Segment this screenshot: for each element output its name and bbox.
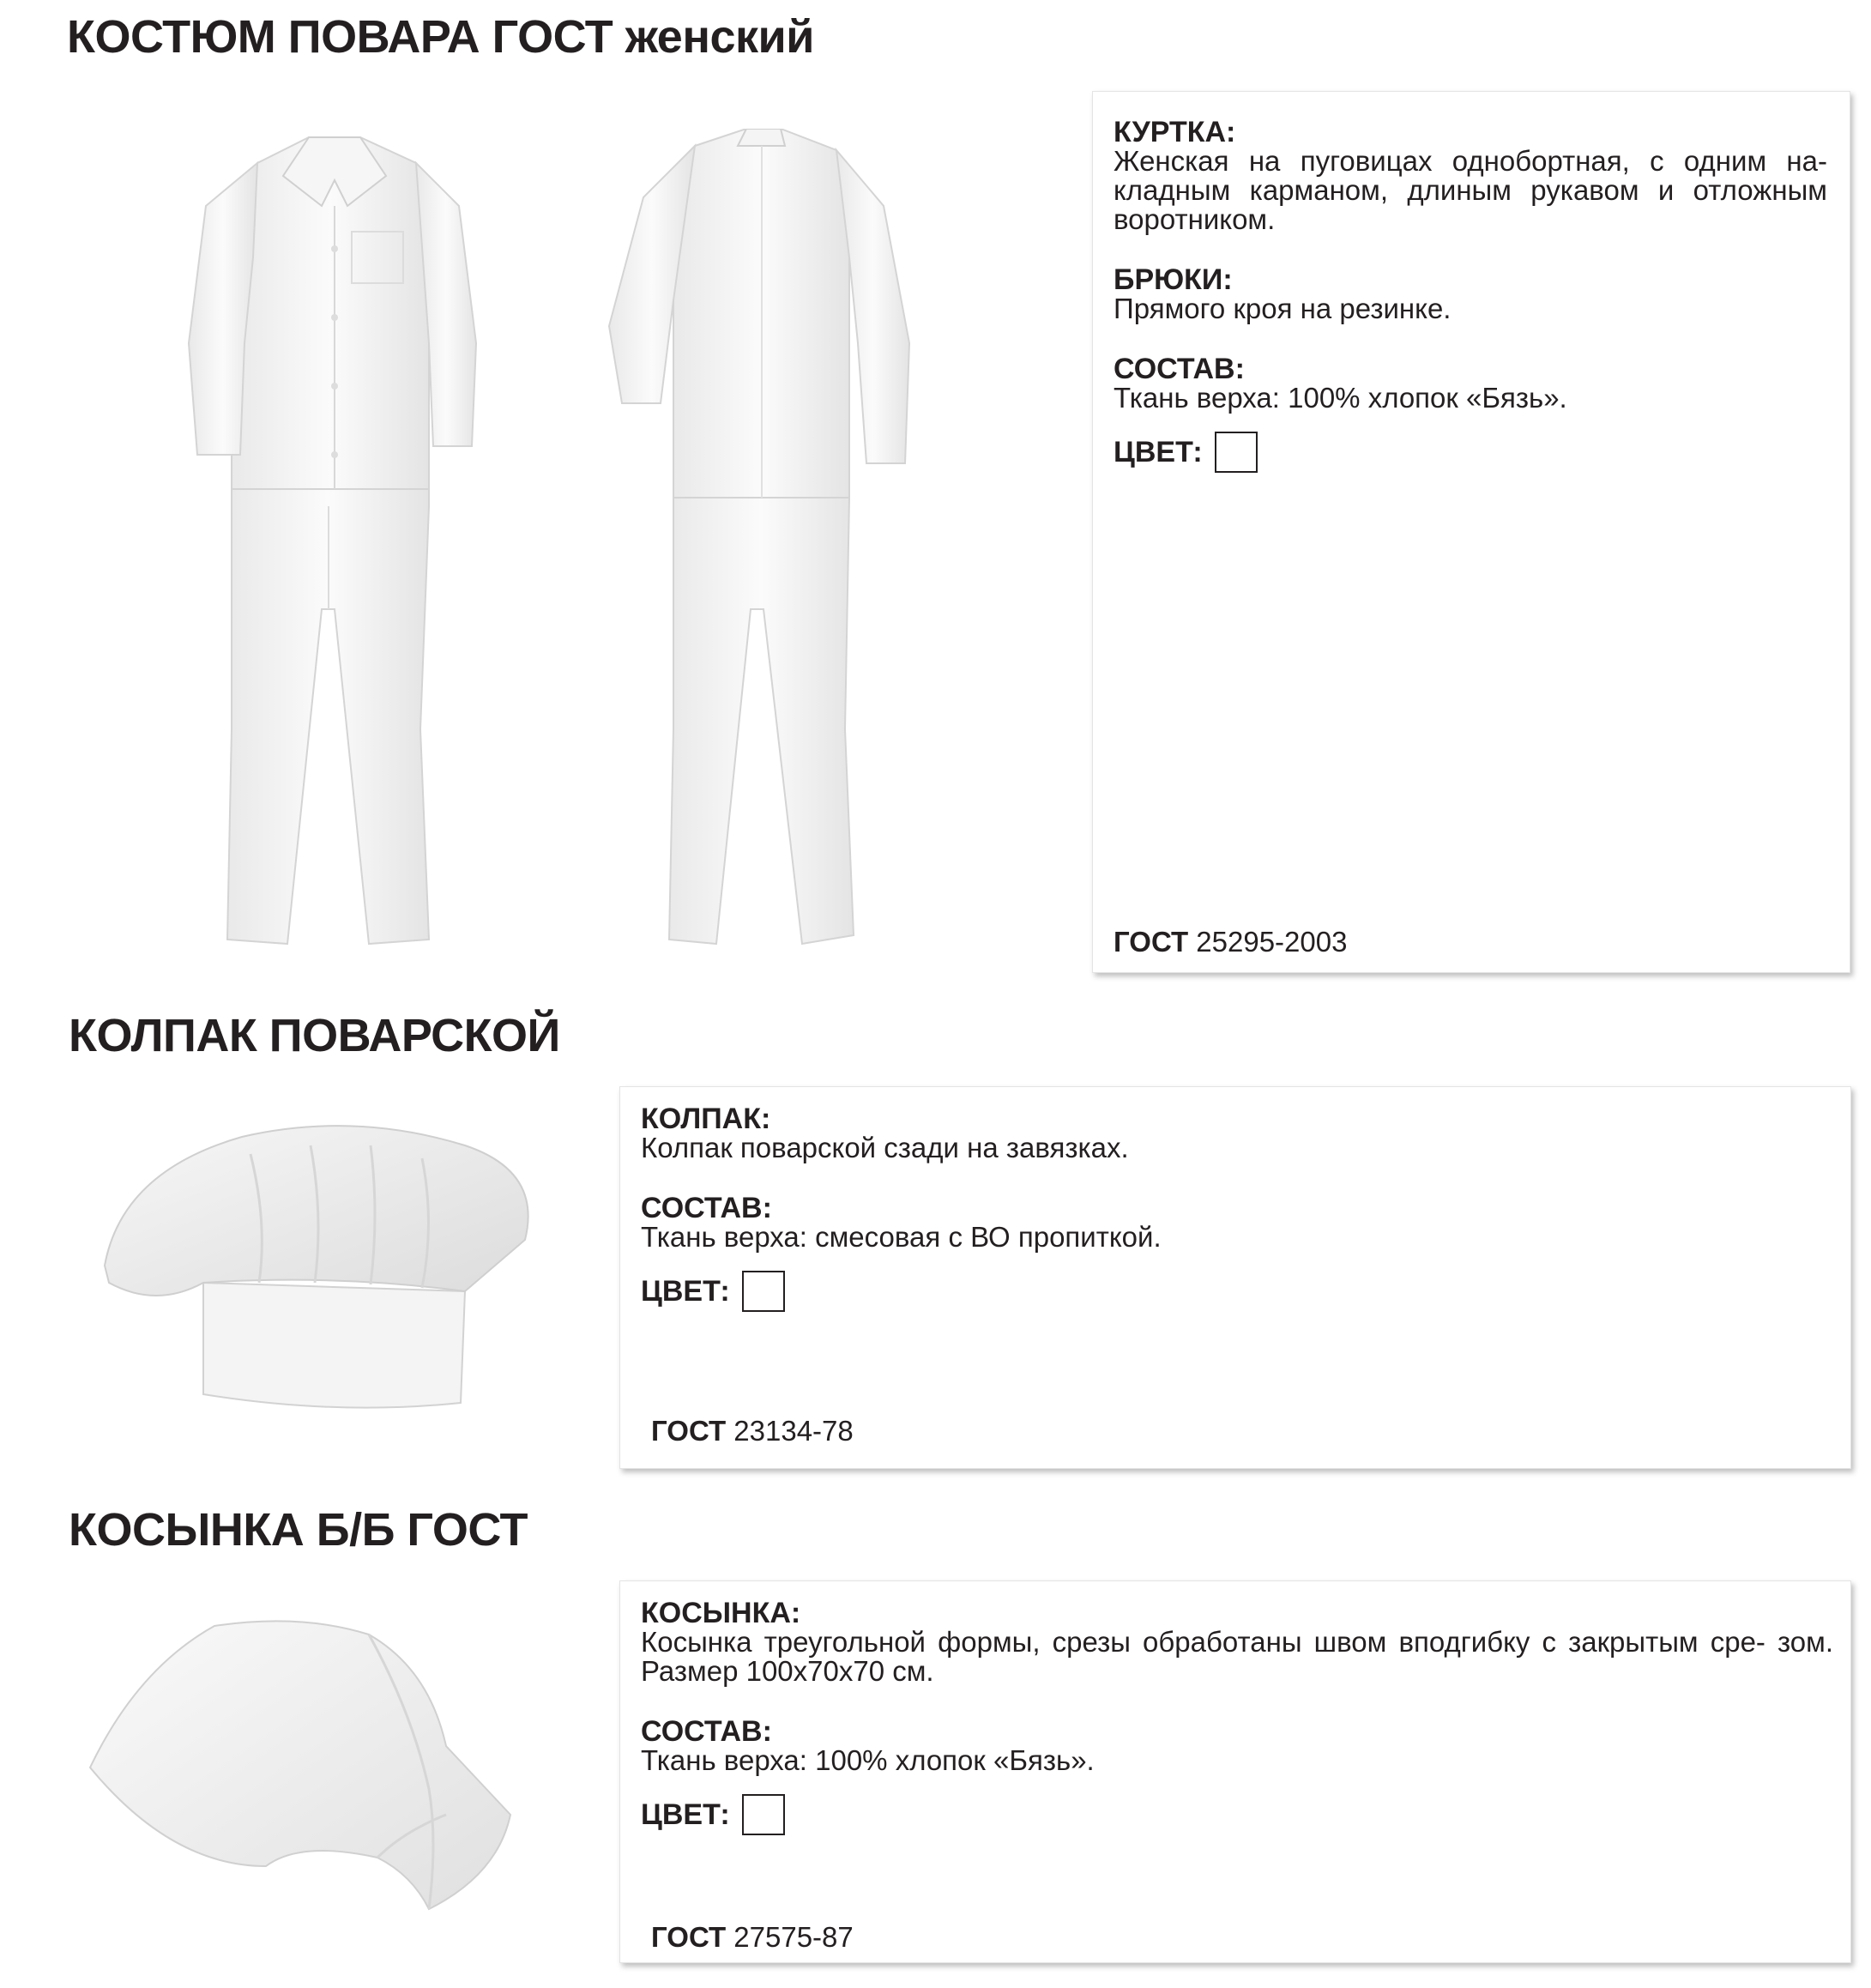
suit-info-card bbox=[1092, 91, 1850, 973]
gost-number: 25295-2003 bbox=[1196, 926, 1348, 958]
kerchief-info-card bbox=[619, 1580, 1851, 1963]
gost-number: 23134-78 bbox=[733, 1415, 854, 1447]
color-label: ЦВЕТ: bbox=[641, 1798, 730, 1831]
gost-label: ГОСТ bbox=[651, 1415, 727, 1447]
gost-reference bbox=[651, 1923, 854, 1952]
gost-label: ГОСТ bbox=[1114, 926, 1189, 958]
trousers-label: БРЮКИ: bbox=[1114, 263, 1233, 296]
color-swatch bbox=[742, 1794, 785, 1835]
composition-text: Ткань верха: смесовая с ВО пропиткой. bbox=[641, 1221, 1162, 1253]
section-title-suffix: женский bbox=[625, 11, 814, 63]
kerchief-label: КОСЫНКА: bbox=[641, 1597, 801, 1629]
gost-reference bbox=[651, 1417, 854, 1446]
composition-text: Ткань верха: 100% хлопок «Бязь». bbox=[641, 1744, 1095, 1776]
color-row bbox=[641, 1794, 1825, 1835]
suit-front-image bbox=[172, 129, 498, 952]
section-title-main: КОЛПАК ПОВАРСКОЙ bbox=[69, 1010, 560, 1061]
kerchief-text: Косынка треугольной формы, срезы обработаны швом вподгибку с закрытым сре- зом. Размер 100х70х70 см. bbox=[641, 1626, 1833, 1687]
gost-label: ГОСТ bbox=[651, 1921, 727, 1953]
color-label: ЦВЕТ: bbox=[641, 1275, 730, 1308]
jacket-label: КУРТКА: bbox=[1114, 116, 1236, 148]
chef-hat-image bbox=[96, 1120, 542, 1416]
color-label: ЦВЕТ: bbox=[1114, 436, 1203, 468]
trousers-text: Прямого кроя на резинке. bbox=[1114, 293, 1452, 324]
color-row bbox=[1114, 432, 1827, 473]
hat-info-card bbox=[619, 1086, 1851, 1469]
color-swatch bbox=[742, 1271, 785, 1312]
jacket-text: Женская на пуговицах однобортная, с одним на- кладным карманом, длиным рукавом и отложным воротником. bbox=[1114, 145, 1827, 235]
suit-back-image bbox=[601, 129, 926, 952]
gost-number: 27575-87 bbox=[733, 1921, 854, 1953]
section-title-hat bbox=[69, 1009, 560, 1062]
color-row bbox=[641, 1271, 1825, 1312]
composition-label: СОСТАВ: bbox=[641, 1192, 772, 1224]
section-title-suit bbox=[67, 10, 814, 63]
hat-label: КОЛПАК: bbox=[641, 1103, 771, 1135]
section-title-main: КОСЫНКА Б/Б ГОСТ bbox=[69, 1504, 528, 1556]
kerchief-image bbox=[86, 1617, 515, 1935]
composition-text: Ткань верха: 100% хлопок «Бязь». bbox=[1114, 382, 1567, 414]
hat-text: Колпак поварской сзади на завязках. bbox=[641, 1132, 1129, 1163]
section-title-main: КОСТЮМ ПОВАРА ГОСТ bbox=[67, 11, 613, 63]
color-swatch bbox=[1215, 432, 1258, 473]
section-title-kerchief bbox=[69, 1503, 528, 1556]
composition-label: СОСТАВ: bbox=[641, 1715, 772, 1748]
gost-reference bbox=[1114, 928, 1347, 957]
composition-label: СОСТАВ: bbox=[1114, 353, 1245, 385]
